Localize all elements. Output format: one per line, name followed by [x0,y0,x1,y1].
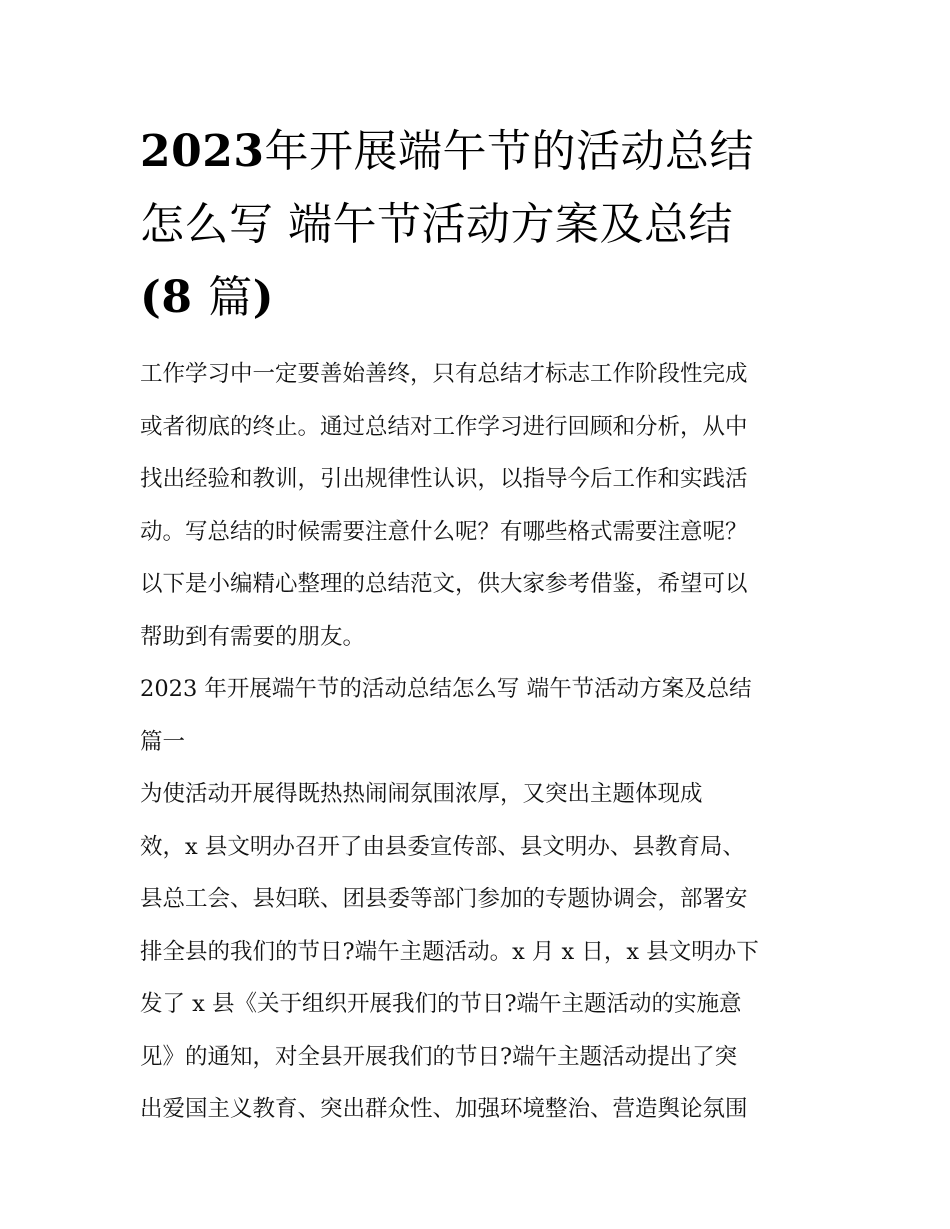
body-line: 县总工会、县妇联、团县委等部门参加的专题协调会，部署安 [140,886,748,912]
section-heading-line: 2023 年开展端午节的活动总结怎么写 端午节活动方案及总结 [140,676,752,702]
intro-line: 帮助到有需要的朋友。 [140,623,366,650]
section-heading-line: 篇一 [140,728,186,755]
title-line-text: 年开展端午节的活动总结 [264,126,754,177]
title-line [140,115,812,188]
intro-paragraph [140,348,812,663]
body-paragraph [140,768,812,1136]
body-line: 发了 x 县《关于组织开展我们的节日?端午主题活动的实施意 [140,991,742,1017]
title-line [140,188,812,261]
body-line: 为使活动开展得既热热闹闹氛围浓厚，又突出主题体现成 [140,781,703,807]
document-page [140,115,812,1136]
body-line: 见》的通知，对全县开展我们的节日?端午主题活动提出了突 [140,1043,738,1070]
title-line [140,261,812,334]
intro-line: 工作学习中一定要善始善终，只有总结才标志工作阶段性完成 [140,361,748,387]
section-heading [140,663,812,768]
title-line-bold-part: 2023 [140,126,265,177]
document-title [140,115,812,334]
intro-line: 或者彻底的终止。通过总结对工作学习进行回顾和分析，从中 [140,413,748,440]
body-line: 效，x 县文明办召开了由县委宣传部、县文明办、县教育局、 [140,833,745,860]
intro-line: 动。写总结的时候需要注意什么呢？有哪些格式需要注意呢？ [140,518,748,545]
title-line-bold-part: ) [252,272,275,323]
title-line-text: 怎么写 端午节活动方案及总结 [140,199,733,250]
body-line: 排全县的我们的节日?端午主题活动。x 月 x 日，x 县文明办下 [140,938,759,965]
intro-line: 以下是小编精心整理的总结范文，供大家参考借鉴，希望可以 [140,571,748,597]
title-line-text: 篇 [208,272,253,323]
body-line: 出爱国主义教育、突出群众性、加强环境整治、营造舆论氛围 [140,1096,748,1122]
title-line-bold-part: (8 [140,272,209,323]
intro-line: 找出经验和教训，引出规律性认识，以指导今后工作和实践活 [140,466,748,492]
